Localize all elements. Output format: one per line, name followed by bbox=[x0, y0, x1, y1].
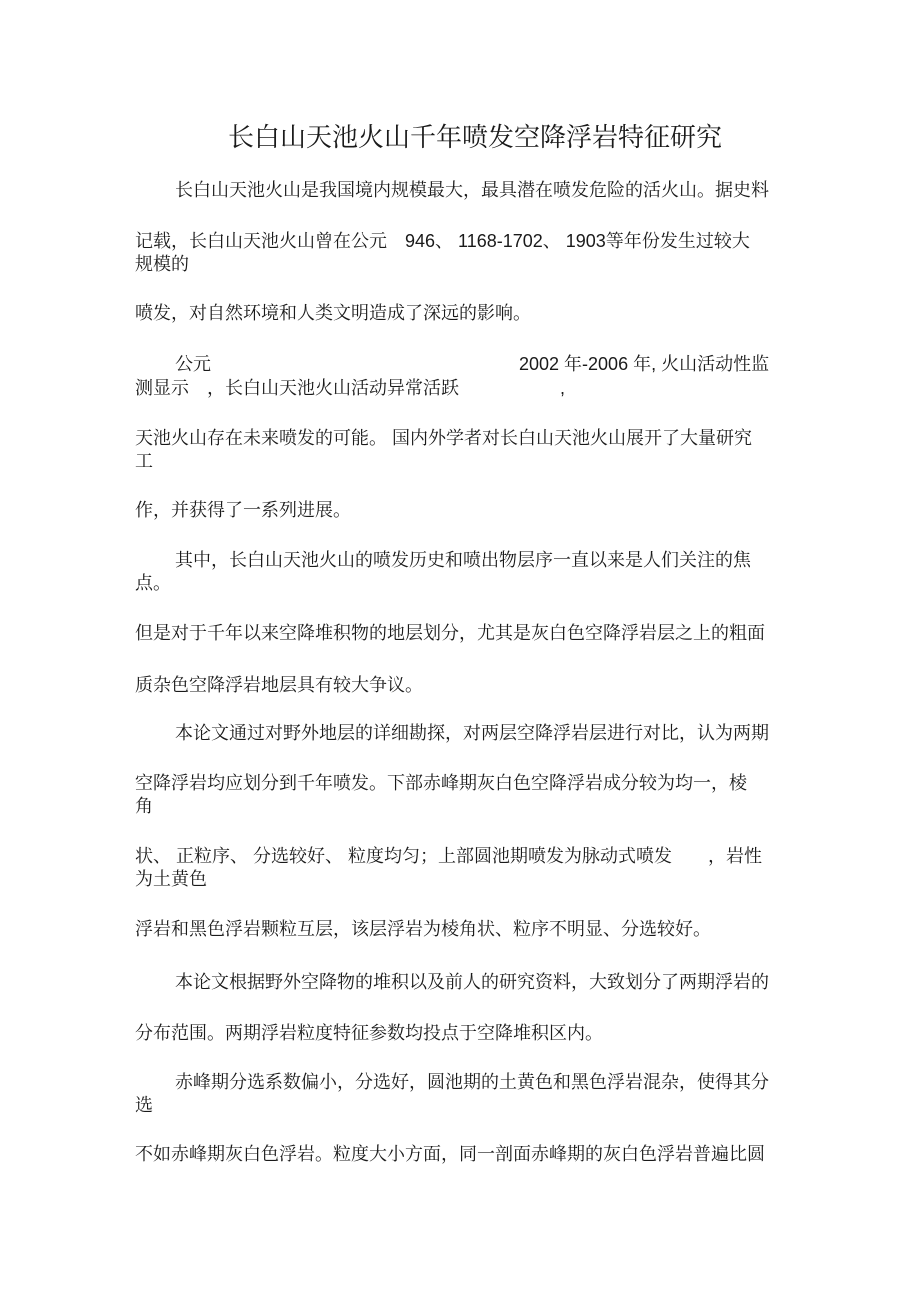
paragraph-line: 为土黄色 bbox=[135, 869, 207, 889]
paragraph-line: 状、 正粒序、 分选较好、 粒度均匀；上部圆池期喷发为脉动式喷发 ，岩性 bbox=[135, 846, 762, 866]
paragraph-line: 本论文通过对野外地层的详细勘探，对两层空降浮岩层进行对比，认为两期 bbox=[175, 723, 769, 743]
paragraph-line: 浮岩和黑色浮岩颗粒互层，该层浮岩为棱角状、粒序不明显、分选较好。 bbox=[135, 919, 711, 939]
paragraph-line: , bbox=[560, 378, 566, 398]
paragraph-line: 作，并获得了一系列进展。 bbox=[135, 500, 351, 520]
paragraph-line: 分布范围。两期浮岩粒度特征参数均投点于空降堆积区内。 bbox=[135, 1023, 603, 1043]
paragraph-line: 记载，长白山天池火山曾在公元 946、 1168-1702、 1903等年份发生过较大 bbox=[135, 231, 750, 251]
paragraph-line: 选 bbox=[135, 1095, 153, 1115]
paragraph-line: 工 bbox=[135, 451, 153, 471]
paragraph-line: 点。 bbox=[135, 573, 171, 593]
paragraph-line: 角 bbox=[135, 796, 153, 816]
paragraph-line: 本论文根据野外空降物的堆积以及前人的研究资料，大致划分了两期浮岩的 bbox=[175, 972, 769, 992]
paragraph-line: 公元 bbox=[175, 354, 211, 374]
paragraph-line: 空降浮岩均应划分到千年喷发。下部赤峰期灰白色空降浮岩成分较为均一，棱 bbox=[135, 773, 747, 793]
paragraph-line: 长白山天池火山是我国境内规模最大，最具潜在喷发危险的活火山。据史料 bbox=[175, 180, 769, 200]
document-title: 长白山天池火山千年喷发空降浮岩特征研究 bbox=[227, 122, 722, 152]
paragraph-line: 测显示 ，长白山天池火山活动异常活跃 bbox=[135, 378, 459, 398]
paragraph-line: 喷发，对自然环境和人类文明造成了深远的影响。 bbox=[135, 303, 531, 323]
paragraph-line: 赤峰期分选系数偏小，分选好，圆池期的土黄色和黑色浮岩混杂，使得其分 bbox=[175, 1072, 769, 1092]
paragraph-line: 天池火山存在未来喷发的可能。 国内外学者对长白山天池火山展开了大量研究 bbox=[135, 428, 752, 448]
paragraph-line: 规模的 bbox=[135, 254, 189, 274]
paragraph-line: 不如赤峰期灰白色浮岩。粒度大小方面，同一剖面赤峰期的灰白色浮岩普遍比圆 bbox=[135, 1144, 765, 1164]
paragraph-line: 2002 年-2006 年, 火山活动性监 bbox=[519, 354, 770, 374]
paragraph-line: 质杂色空降浮岩地层具有较大争议。 bbox=[135, 675, 423, 695]
paragraph-line: 但是对于千年以来空降堆积物的地层划分，尤其是灰白色空降浮岩层之上的粗面 bbox=[135, 623, 765, 643]
paragraph-line: 其中，长白山天池火山的喷发历史和喷出物层序一直以来是人们关注的焦 bbox=[175, 550, 751, 570]
